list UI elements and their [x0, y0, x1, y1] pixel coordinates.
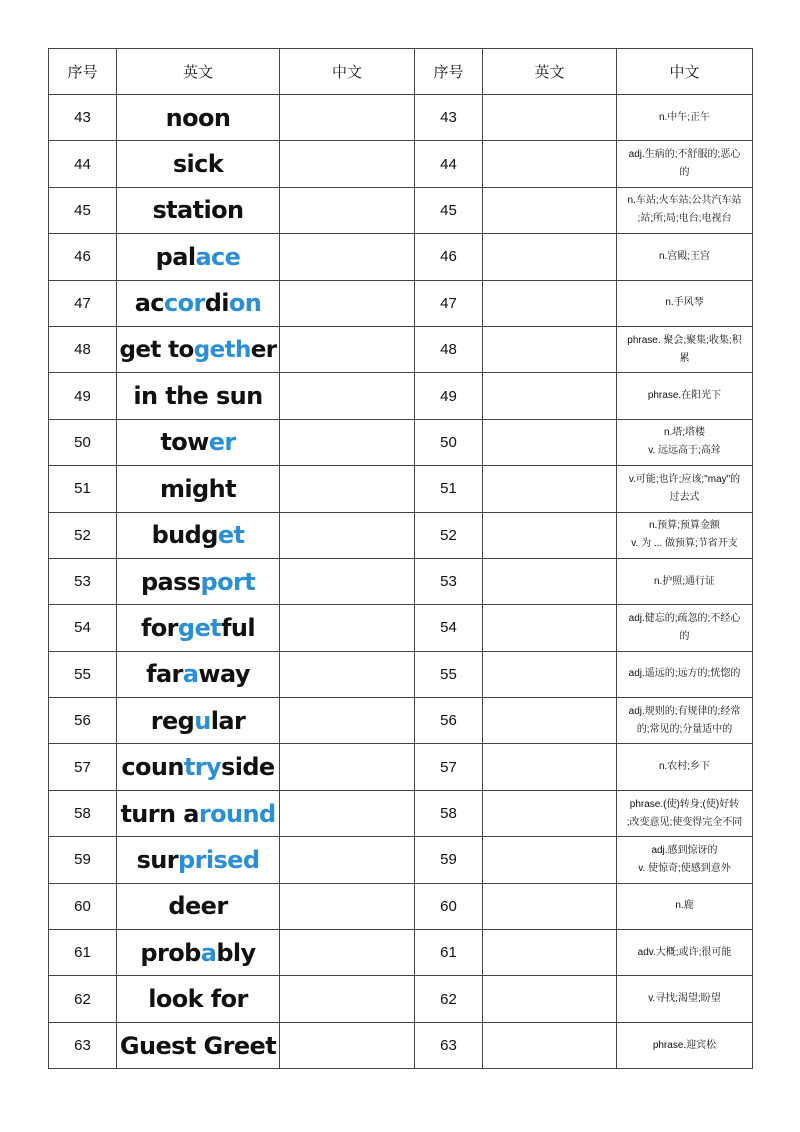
row-number-2: 46 — [415, 234, 483, 280]
english-word — [117, 419, 280, 465]
word-highlight: geth — [193, 336, 251, 363]
english-word — [117, 1022, 280, 1068]
chinese-blank — [280, 698, 415, 744]
definition-line: phrase.迎宾松 — [652, 1039, 717, 1051]
english-word — [117, 512, 280, 558]
row-number-2: 63 — [415, 1022, 483, 1068]
row-number-2: 62 — [415, 976, 483, 1022]
word-segment: side — [221, 753, 275, 782]
chinese-blank — [280, 141, 415, 187]
word-segment: budg — [151, 521, 218, 550]
row-number-2: 57 — [415, 744, 483, 790]
definition-line: 累 — [679, 352, 690, 364]
english-word — [117, 234, 280, 280]
definition-line: n.鹿 — [675, 900, 694, 912]
word-segment: far — [146, 660, 183, 689]
word-segment: lar — [210, 706, 246, 735]
definition-line: adj.规则的;有规律的;经常 — [628, 705, 741, 717]
english-word — [117, 141, 280, 187]
word-highlight: get — [177, 613, 222, 642]
row-number-2: 52 — [415, 512, 483, 558]
chinese-definition — [617, 698, 753, 744]
english-blank — [483, 883, 617, 929]
word-highlight: et — [217, 521, 245, 550]
chinese-blank — [280, 605, 415, 651]
chinese-blank — [280, 790, 415, 836]
chinese-definition — [617, 1022, 753, 1068]
chinese-definition — [617, 512, 753, 558]
row-number: 62 — [49, 976, 117, 1022]
definition-line: adj.遥远的;远方的;恍惚的 — [628, 668, 741, 680]
definition-line: phrase.在阳光下 — [647, 390, 722, 402]
row-number-2: 60 — [415, 883, 483, 929]
word-highlight: round — [198, 799, 276, 828]
english-blank — [483, 651, 617, 697]
row-number: 47 — [49, 280, 117, 326]
table-row — [49, 651, 753, 697]
definition-line: n.车站;火车站;公共汽车站 — [627, 195, 742, 207]
chinese-definition — [617, 95, 753, 141]
table-row — [49, 698, 753, 744]
chinese-blank — [280, 466, 415, 512]
word-segment: pass — [140, 567, 201, 596]
english-blank — [483, 790, 617, 836]
english-blank — [483, 1022, 617, 1068]
row-number: 54 — [49, 605, 117, 651]
english-word — [117, 373, 280, 419]
table-row — [49, 326, 753, 372]
chinese-blank — [280, 512, 415, 558]
table-row — [49, 141, 753, 187]
english-word — [117, 651, 280, 697]
english-blank — [483, 373, 617, 419]
definition-line: n.预算;预算金额 — [648, 520, 721, 532]
table-row — [49, 419, 753, 465]
row-number-2: 53 — [415, 558, 483, 604]
english-word — [117, 698, 280, 744]
english-word — [117, 187, 280, 233]
table-row — [49, 373, 753, 419]
row-number: 49 — [49, 373, 117, 419]
chinese-definition — [617, 187, 753, 233]
header-row — [49, 49, 753, 95]
chinese-definition — [617, 141, 753, 187]
definition-line: v. 为 ... 做预算;节省开支 — [631, 538, 738, 550]
chinese-blank — [280, 419, 415, 465]
chinese-blank — [280, 326, 415, 372]
english-word — [117, 883, 280, 929]
definition-line: adj.健忘的;疏忽的;不经心 — [628, 612, 741, 624]
definition-line: n.手风琴 — [665, 297, 704, 309]
table-row — [49, 234, 753, 280]
english-blank — [483, 605, 617, 651]
chinese-blank — [280, 1022, 415, 1068]
row-number: 56 — [49, 698, 117, 744]
english-blank — [483, 419, 617, 465]
word-segment: in the sun — [133, 382, 263, 411]
chinese-definition — [617, 976, 753, 1022]
row-number-2: 45 — [415, 187, 483, 233]
row-number-2: 47 — [415, 280, 483, 326]
english-blank — [483, 187, 617, 233]
row-number-2: 58 — [415, 790, 483, 836]
word-segment: deer — [168, 892, 228, 921]
chinese-blank — [280, 651, 415, 697]
word-segment: station — [152, 196, 244, 225]
table-row — [49, 605, 753, 651]
chinese-blank — [280, 837, 415, 883]
row-number: 60 — [49, 883, 117, 929]
english-blank — [483, 234, 617, 280]
word-highlight: cor — [163, 289, 205, 318]
word-segment: get to — [119, 336, 194, 363]
word-segment: Guest Greet — [119, 1031, 277, 1060]
word-highlight: try — [183, 753, 222, 782]
definition-line: 的 — [679, 630, 690, 642]
word-segment: noon — [165, 103, 231, 132]
row-number: 50 — [49, 419, 117, 465]
word-segment: look for — [148, 985, 248, 1014]
english-blank — [483, 837, 617, 883]
english-word — [117, 605, 280, 651]
definition-line: n.塔;塔楼 — [663, 427, 706, 439]
definition-line: v. 远远高于;高耸 — [648, 445, 721, 457]
word-segment: sur — [136, 845, 179, 874]
row-number-2: 54 — [415, 605, 483, 651]
table-row — [49, 790, 753, 836]
english-blank — [483, 466, 617, 512]
row-number: 59 — [49, 837, 117, 883]
word-segment: tow — [160, 428, 209, 457]
chinese-definition — [617, 883, 753, 929]
english-word — [117, 930, 280, 976]
word-highlight: ace — [195, 242, 241, 271]
english-blank — [483, 326, 617, 372]
chinese-blank — [280, 930, 415, 976]
table-row — [49, 187, 753, 233]
english-blank — [483, 976, 617, 1022]
english-blank — [483, 512, 617, 558]
table-row — [49, 466, 753, 512]
english-word — [117, 558, 280, 604]
definition-line: phrase.(使)转身;(使)好转 — [629, 798, 740, 810]
chinese-definition — [617, 837, 753, 883]
row-number: 45 — [49, 187, 117, 233]
row-number-2: 55 — [415, 651, 483, 697]
english-word — [117, 95, 280, 141]
word-segment: coun — [121, 753, 184, 782]
table-body — [49, 95, 753, 1069]
english-word — [117, 280, 280, 326]
row-number: 57 — [49, 744, 117, 790]
english-word — [117, 744, 280, 790]
header-seq: 序号 — [49, 49, 117, 95]
english-blank — [483, 558, 617, 604]
table-row — [49, 512, 753, 558]
word-segment: ac — [134, 289, 164, 318]
row-number-2: 48 — [415, 326, 483, 372]
chinese-definition — [617, 558, 753, 604]
word-segment: pal — [155, 242, 196, 271]
definition-line: 的 — [679, 167, 690, 179]
definition-line: n.护照;通行证 — [653, 575, 716, 587]
table-header — [49, 49, 753, 95]
word-highlight: a — [200, 938, 217, 967]
chinese-definition — [617, 280, 753, 326]
english-word — [117, 976, 280, 1022]
word-segment: prob — [140, 938, 201, 967]
word-segment: way — [198, 660, 250, 689]
english-blank — [483, 141, 617, 187]
chinese-definition — [617, 930, 753, 976]
definition-line: adj.感到惊讶的 — [651, 844, 718, 856]
chinese-definition — [617, 326, 753, 372]
vocab-table — [48, 48, 753, 1069]
word-highlight: prised — [178, 845, 260, 874]
chinese-definition — [617, 419, 753, 465]
row-number: 63 — [49, 1022, 117, 1068]
chinese-blank — [280, 95, 415, 141]
definition-line: 过去式 — [669, 491, 700, 503]
chinese-blank — [280, 558, 415, 604]
english-word — [117, 466, 280, 512]
row-number: 51 — [49, 466, 117, 512]
table-row — [49, 837, 753, 883]
definition-line: 的;常见的;分量适中的 — [636, 723, 733, 735]
definition-line: n.宫殿;王宫 — [658, 250, 711, 262]
definition-line: ;改变意见;使变得完全不同 — [626, 816, 743, 828]
header-english-2: 英文 — [483, 49, 617, 95]
chinese-definition — [617, 234, 753, 280]
word-segment: turn a — [120, 799, 199, 828]
row-number: 44 — [49, 141, 117, 187]
english-blank — [483, 698, 617, 744]
english-blank — [483, 930, 617, 976]
row-number: 43 — [49, 95, 117, 141]
definition-line: v. 使惊奇;使感到意外 — [638, 862, 731, 874]
chinese-definition — [617, 790, 753, 836]
english-word — [117, 837, 280, 883]
row-number: 58 — [49, 790, 117, 836]
row-number: 52 — [49, 512, 117, 558]
word-highlight: a — [182, 660, 199, 689]
header-chinese: 中文 — [280, 49, 415, 95]
row-number-2: 49 — [415, 373, 483, 419]
definition-line: adj.生病的;不舒服的;恶心 — [628, 149, 741, 161]
word-segment: for — [140, 613, 178, 642]
header-chinese-2: 中文 — [617, 49, 753, 95]
word-highlight: on — [228, 289, 262, 318]
row-number-2: 61 — [415, 930, 483, 976]
word-segment: sick — [172, 150, 224, 179]
row-number: 55 — [49, 651, 117, 697]
word-highlight: u — [194, 706, 211, 735]
word-segment: bly — [216, 938, 256, 967]
definition-line: n.农村;乡下 — [658, 761, 711, 773]
chinese-definition — [617, 744, 753, 790]
chinese-blank — [280, 234, 415, 280]
definition-line: v.寻找;渴望;盼望 — [648, 993, 721, 1005]
chinese-blank — [280, 280, 415, 326]
word-highlight: port — [200, 567, 256, 596]
word-segment: ful — [221, 613, 256, 642]
english-blank — [483, 280, 617, 326]
definition-line: ;站;所;局;电台;电视台 — [637, 213, 732, 225]
english-blank — [483, 744, 617, 790]
chinese-blank — [280, 976, 415, 1022]
english-blank — [483, 95, 617, 141]
chinese-definition — [617, 605, 753, 651]
english-word — [117, 790, 280, 836]
chinese-blank — [280, 883, 415, 929]
definition-line: phrase. 聚会;聚集;收集;积 — [627, 334, 742, 346]
definition-line: n.中午;正午 — [658, 111, 711, 123]
word-segment: might — [160, 474, 236, 503]
table-row — [49, 976, 753, 1022]
definition-line: adv.大概;或许;很可能 — [637, 946, 732, 958]
chinese-blank — [280, 373, 415, 419]
row-number: 46 — [49, 234, 117, 280]
table-row — [49, 883, 753, 929]
chinese-definition — [617, 466, 753, 512]
row-number: 53 — [49, 558, 117, 604]
row-number-2: 56 — [415, 698, 483, 744]
definition-line: v.可能;也许;应该;"may"的 — [628, 473, 741, 485]
word-segment: reg — [150, 706, 195, 735]
table-row — [49, 558, 753, 604]
row-number: 61 — [49, 930, 117, 976]
chinese-definition — [617, 373, 753, 419]
table-row — [49, 1022, 753, 1068]
english-word — [117, 326, 280, 372]
row-number: 48 — [49, 326, 117, 372]
table-row — [49, 95, 753, 141]
row-number-2: 50 — [415, 419, 483, 465]
row-number-2: 51 — [415, 466, 483, 512]
row-number-2: 59 — [415, 837, 483, 883]
chinese-blank — [280, 744, 415, 790]
row-number-2: 43 — [415, 95, 483, 141]
table-row — [49, 744, 753, 790]
word-segment: di — [204, 289, 229, 318]
table-row — [49, 930, 753, 976]
header-english: 英文 — [117, 49, 280, 95]
table-row — [49, 280, 753, 326]
chinese-blank — [280, 187, 415, 233]
chinese-definition — [617, 651, 753, 697]
word-highlight: er — [208, 428, 236, 457]
header-seq-2: 序号 — [415, 49, 483, 95]
row-number-2: 44 — [415, 141, 483, 187]
word-segment: er — [250, 336, 277, 363]
